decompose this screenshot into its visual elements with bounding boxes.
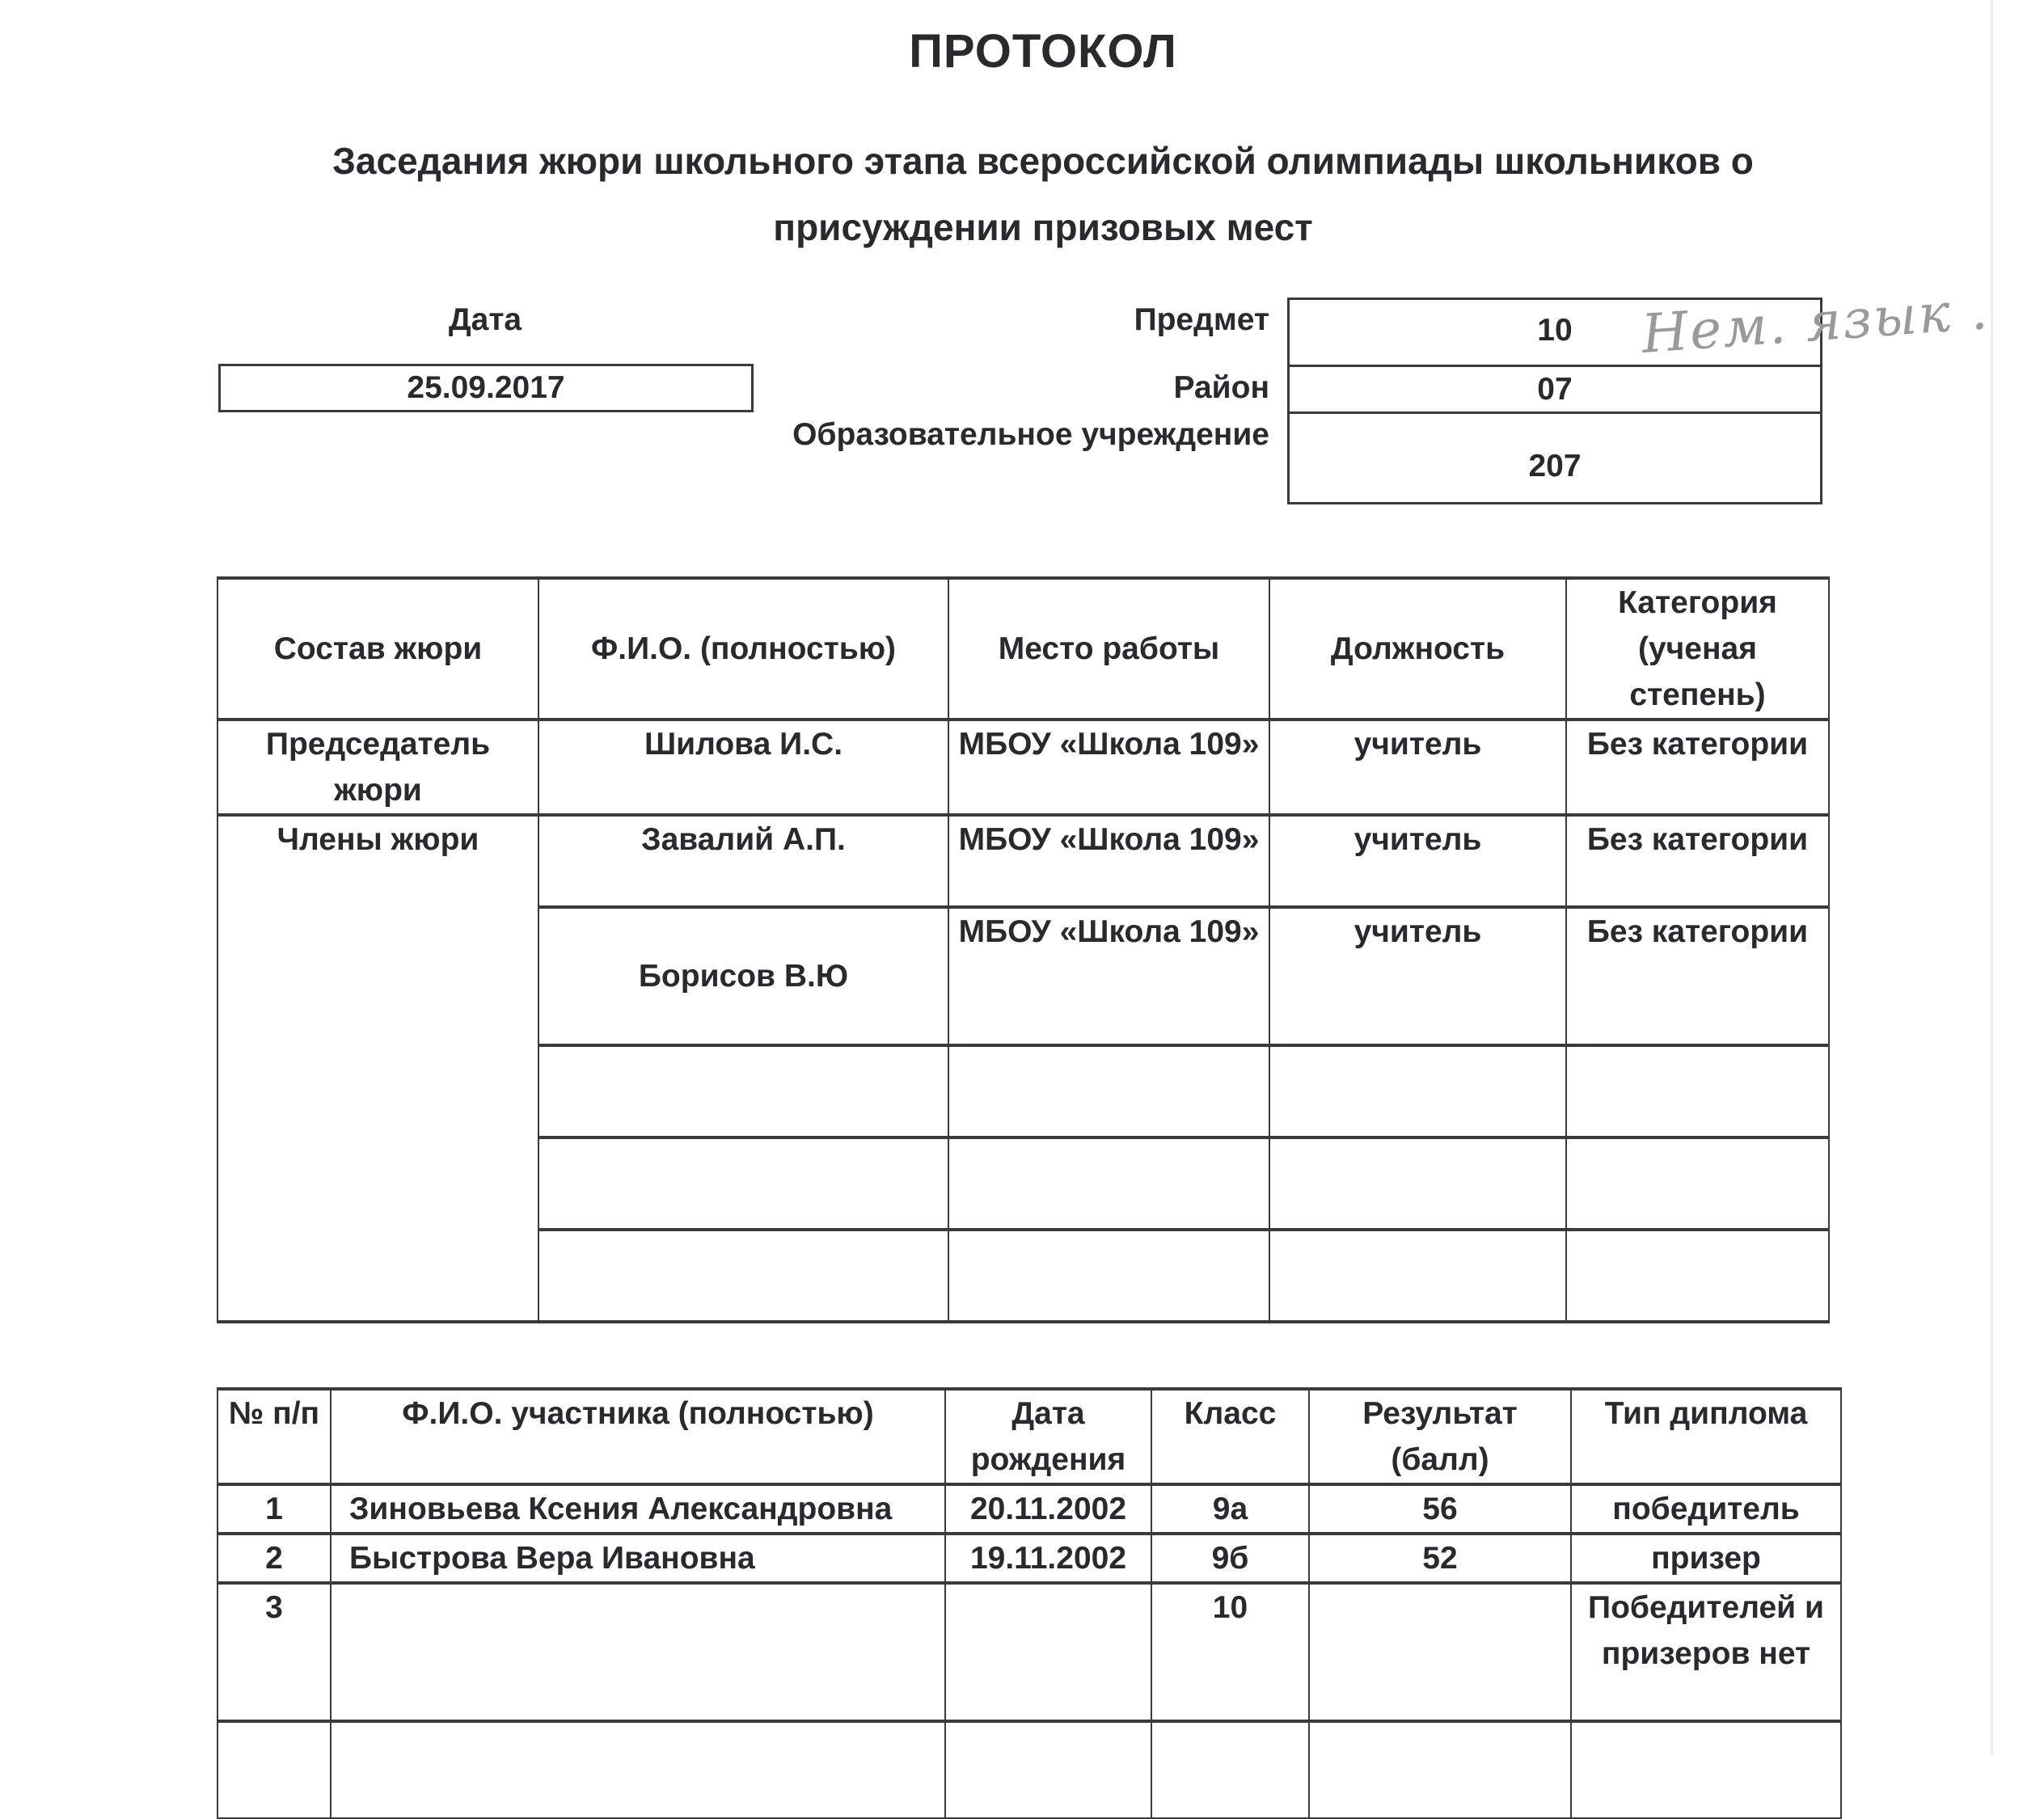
jury-name: Шилова И.С. bbox=[538, 720, 948, 815]
institution-label: Образовательное учреждение bbox=[792, 417, 1269, 452]
participant-row-empty bbox=[217, 1721, 1841, 1818]
participants-header-birthdate: Дата рождения bbox=[945, 1389, 1151, 1484]
jury-category bbox=[1566, 1045, 1829, 1137]
participant-number: 2 bbox=[217, 1534, 331, 1583]
participant-score bbox=[1309, 1721, 1571, 1818]
subject-label: Предмет bbox=[1134, 302, 1269, 337]
participant-name bbox=[331, 1583, 945, 1721]
participant-score: 52 bbox=[1309, 1534, 1571, 1583]
jury-category bbox=[1566, 1230, 1829, 1322]
participant-name: Зиновьева Ксения Александровна bbox=[331, 1484, 945, 1534]
subject-value: 10 bbox=[1537, 313, 1573, 348]
jury-workplace bbox=[948, 1045, 1269, 1137]
jury-name bbox=[538, 1137, 948, 1230]
jury-header-workplace: Место работы bbox=[948, 578, 1269, 720]
scan-artifact-line bbox=[1991, 0, 1993, 1755]
participant-number: 1 bbox=[217, 1484, 331, 1534]
jury-header-category: Категория (ученая степень) bbox=[1566, 578, 1829, 720]
jury-category bbox=[1566, 1137, 1829, 1230]
participant-grade: 9б bbox=[1151, 1534, 1309, 1583]
jury-category: Без категории bbox=[1566, 815, 1829, 907]
jury-row-member bbox=[217, 815, 1829, 907]
institution-value: 207 bbox=[1528, 449, 1582, 483]
jury-table bbox=[217, 576, 1830, 1323]
jury-name: Борисов В.Ю bbox=[538, 907, 948, 1045]
institution-value-cell bbox=[1290, 442, 1820, 491]
district-value: 07 bbox=[1537, 372, 1573, 407]
district-value-cell bbox=[1290, 366, 1820, 413]
participant-grade bbox=[1151, 1721, 1309, 1818]
jury-workplace: МБОУ «Школа 109» bbox=[948, 815, 1269, 907]
jury-workplace bbox=[948, 1230, 1269, 1322]
document-subtitle-line-1: Заседания жюри школьного этапа всероссийской олимпиады школьников о bbox=[332, 140, 1754, 182]
jury-position: учитель bbox=[1269, 907, 1566, 1045]
jury-name: Завалий А.П. bbox=[538, 815, 948, 907]
jury-workplace: МБОУ «Школа 109» bbox=[948, 720, 1269, 815]
participant-diploma bbox=[1571, 1721, 1841, 1818]
jury-role: Члены жюри bbox=[217, 815, 538, 1322]
jury-role: Председатель жюри bbox=[217, 720, 538, 815]
handwritten-subject-note: Нем. язык . bbox=[1639, 279, 1991, 365]
divider bbox=[1290, 411, 1820, 414]
jury-position: учитель bbox=[1269, 815, 1566, 907]
jury-workplace bbox=[948, 1137, 1269, 1230]
participants-header-name: Ф.И.О. участника (полностью) bbox=[331, 1389, 945, 1484]
jury-position: учитель bbox=[1269, 720, 1566, 815]
jury-name bbox=[538, 1045, 948, 1137]
date-label: Дата bbox=[448, 302, 522, 337]
participants-header-row bbox=[217, 1389, 1841, 1484]
participants-table bbox=[217, 1387, 1842, 1819]
jury-header-position: Должность bbox=[1269, 578, 1566, 720]
participant-row bbox=[217, 1484, 1841, 1534]
participant-birthdate: 19.11.2002 bbox=[945, 1534, 1151, 1583]
participant-row bbox=[217, 1583, 1841, 1721]
participants-header-grade: Класс bbox=[1151, 1389, 1309, 1484]
district-label: Район bbox=[1173, 370, 1269, 405]
participant-birthdate: 20.11.2002 bbox=[945, 1484, 1151, 1534]
participant-name: Быстрова Вера Ивановна bbox=[331, 1534, 945, 1583]
jury-category: Без категории bbox=[1566, 907, 1829, 1045]
participants-header-number: № п/п bbox=[217, 1389, 331, 1484]
participants-header-diploma: Тип диплома bbox=[1571, 1389, 1841, 1484]
participants-header-score: Результат (балл) bbox=[1309, 1389, 1571, 1484]
participant-score bbox=[1309, 1583, 1571, 1721]
jury-position bbox=[1269, 1045, 1566, 1137]
jury-name bbox=[538, 1230, 948, 1322]
date-field bbox=[218, 364, 754, 412]
participant-diploma: Победителей и призеров нет bbox=[1571, 1583, 1841, 1721]
jury-position bbox=[1269, 1230, 1566, 1322]
participant-name bbox=[331, 1721, 945, 1818]
jury-workplace: МБОУ «Школа 109» bbox=[948, 907, 1269, 1045]
participant-grade: 10 bbox=[1151, 1583, 1309, 1721]
jury-header-composition: Состав жюри bbox=[217, 578, 538, 720]
jury-row-chairman bbox=[217, 720, 1829, 815]
jury-header-row bbox=[217, 578, 1829, 720]
date-value: 25.09.2017 bbox=[407, 370, 565, 405]
participant-score: 56 bbox=[1309, 1484, 1571, 1534]
participant-row bbox=[217, 1534, 1841, 1583]
document-title: ПРОТОКОЛ bbox=[909, 25, 1177, 78]
participant-grade: 9а bbox=[1151, 1484, 1309, 1534]
participant-diploma: победитель bbox=[1571, 1484, 1841, 1534]
jury-header-name: Ф.И.О. (полностью) bbox=[538, 578, 948, 720]
participant-number bbox=[217, 1721, 331, 1818]
jury-category: Без категории bbox=[1566, 720, 1829, 815]
document-subtitle-line-2: присуждении призовых мест bbox=[773, 206, 1313, 248]
participant-diploma: призер bbox=[1571, 1534, 1841, 1583]
jury-position bbox=[1269, 1137, 1566, 1230]
participant-birthdate bbox=[945, 1583, 1151, 1721]
participant-number: 3 bbox=[217, 1583, 331, 1721]
participant-birthdate bbox=[945, 1721, 1151, 1818]
